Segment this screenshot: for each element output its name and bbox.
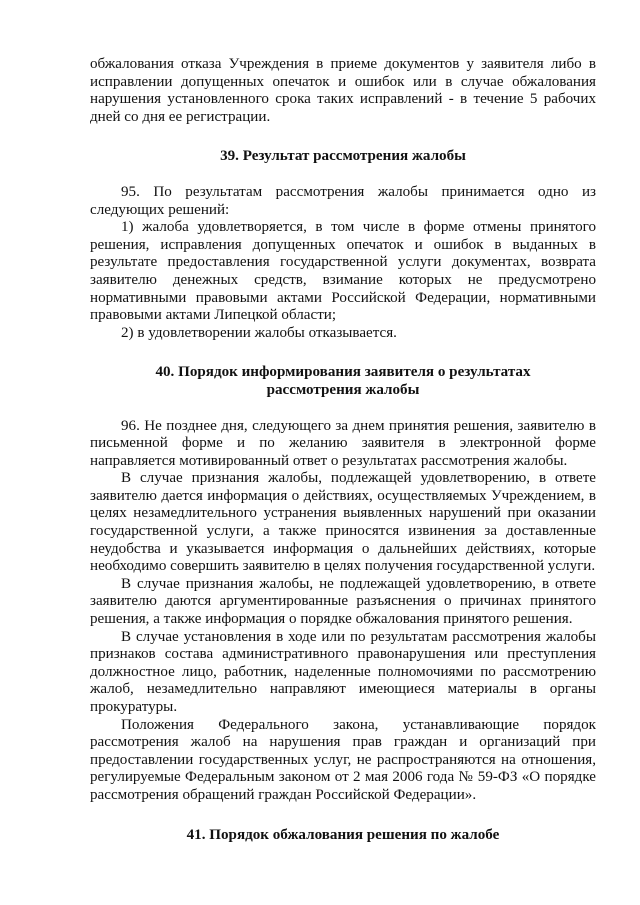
section-40-heading-line2: рассмотрения жалобы [266,381,420,398]
section-41-heading: 41. Порядок обжалования решения по жалобе [186,826,500,843]
paragraph-95: 95. По результатам рассмотрения жалобы принимается одно из следующих решений: [90,183,596,218]
continuation-paragraph: обжалования отказа Учреждения в приеме документов у заявителя либо в исправлении допущенных опечаток и ошибок или в случае обжалования нарушения установленного срока таких исправлений - в течение 5 рабочих дней со дня ее регистрации. [90,56,596,125]
paragraph-not-satisfied: В случае признания жалобы, не подлежащей удовлетворению, в ответе заявителю даются аргументированные разъяснения о причинах принятого решения, а также информация о порядке обжалования принятого решения. [90,575,596,628]
decision-item-2: 2) в удовлетворении жалобы отказывается. [121,324,397,341]
document-page [90,56,596,844]
section-40-heading-line1: 40. Порядок информирования заявителя о результатах [155,364,531,381]
paragraph-violation: В случае установления в ходе или по результатам рассмотрения жалобы признаков состава административного правонарушения или преступления должностное лицо, работник, наделенные полномочиями по рассмотрению жалоб, незамедлительно направляют имеющиеся материалы в органы прокуратуры. [90,628,596,715]
section-40-heading [90,364,596,399]
paragraph-96: 96. Не позднее дня, следующего за днем принятия решения, заявителю в письменной форме и по желанию заявителя в электронной форме направляется мотивированный ответ о результатах рассмотрения жалобы. [90,417,596,469]
paragraph-law: Положения Федерального закона, устанавливающие порядок рассмотрения жалоб на нарушения прав граждан и организаций при предоставлении государственных услуг, не распространяются на отношения, регулируемые Федеральным законом от 2 мая 2006 года № 59-ФЗ «О порядке рассмотрения обращений граждан Российской Федерации». [90,716,596,803]
section-39-heading: 39. Результат рассмотрения жалобы [220,148,466,165]
paragraph-satisfied: В случае признания жалобы, подлежащей удовлетворению, в ответе заявителю дается информация о действиях, осуществляемых Учреждением, в целях незамедлительного устранения выявленных нарушений при оказании государственной услуги, а также приносятся извинения за доставленные неудобства и указывается информация о дальнейших действиях, которые необходимо совершить заявителю в целях получения государственной услуги. [90,470,596,575]
decision-item-1: 1) жалоба удовлетворяется, в том числе в форме отмены принятого решения, исправления допущенных опечаток и ошибок в выданных в результате предоставления государственной услуги документах, возврата заявителю денежных средств, взимание которых не предусмотрено нормативными правовыми актами Российской Федерации, нормативными правовыми актами Липецкой области; [90,219,596,324]
